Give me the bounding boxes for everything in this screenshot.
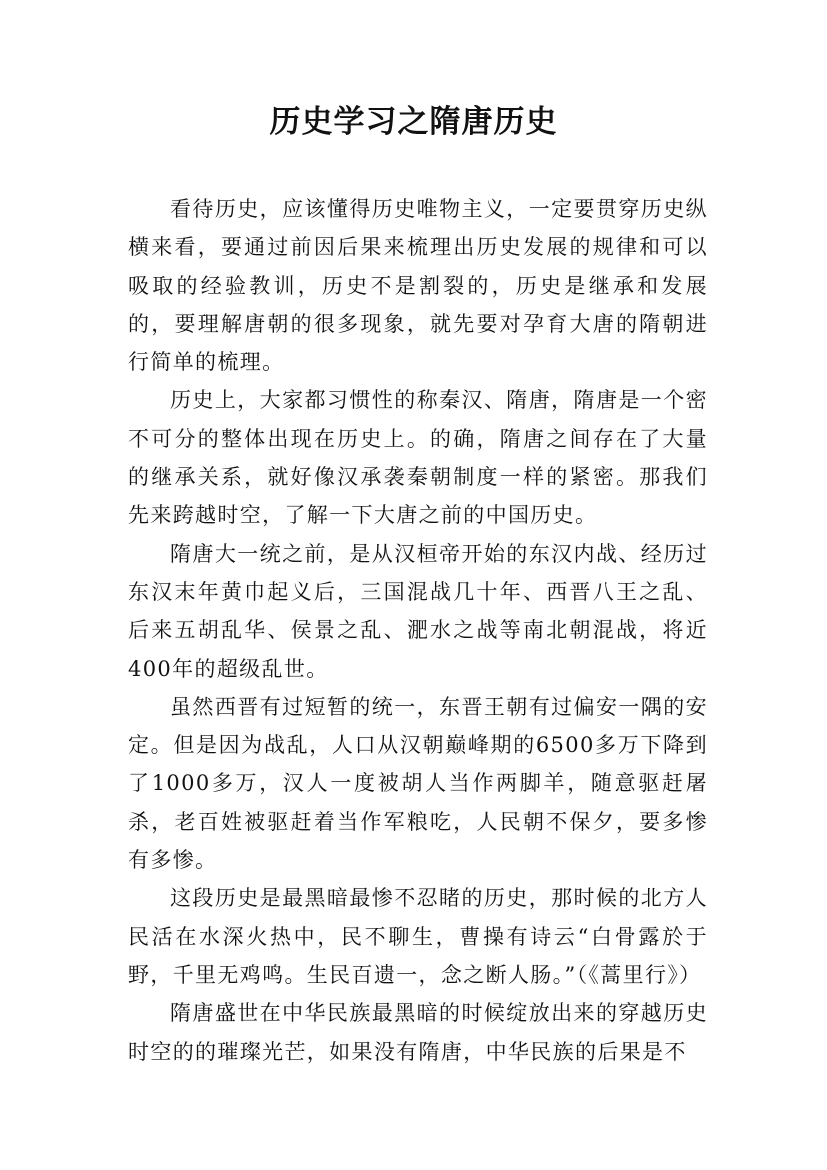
- paragraph-3: 隋唐大一统之前，是从汉桓帝开始的东汉内战、经历过东汉末年黄巾起义后，三国混战几十年、西晋八王之乱、后来五胡乱华、侯景之乱、淝水之战等南北朝混战，将近400年的超级乱世。: [128, 541, 708, 681]
- paragraph-2: 历史上，大家都习惯性的称秦汉、隋唐，隋唐是一个密不可分的整体出现在历史上。的确，隋唐之间存在了大量的继承关系，就好像汉承袭秦朝制度一样的紧密。那我们先来跨越时空，了解一下大唐之前的中国历史。: [128, 388, 708, 528]
- document-body: [128, 190, 708, 1071]
- paragraph-5: 这段历史是最黑暗最惨不忍睹的历史，那时候的北方人民活在水深火热中，民不聊生，曹操有诗云“白骨露於于野，千里无鸡鸣。生民百遗一，念之断人肠。”（《蒿里行》）: [128, 886, 708, 987]
- paragraph-1: 看待历史，应该懂得历史唯物主义，一定要贯穿历史纵横来看，要通过前因后果来梳理出历史发展的规律和可以吸取的经验教训，历史不是割裂的，历史是继承和发展的，要理解唐朝的很多现象，就先要对孕育大唐的隋朝进行简单的梳理。: [128, 197, 708, 375]
- paragraph-6: 隋唐盛世在中华民族最黑暗的时候绽放出来的穿越历史时空的的璀璨光芒，如果没有隋唐，中华民族的后果是不: [128, 1001, 708, 1064]
- document-title: 历史学习之隋唐历史: [269, 104, 558, 140]
- paragraph-4: 虽然西晋有过短暂的统一，东晋王朝有过偏安一隅的安定。但是因为战乱，人口从汉朝巅峰期的6500多万下降到了1000多万，汉人一度被胡人当作两脚羊，随意驱赶屠杀，老百姓被驱赶着当作军粮吃，人民朝不保夕，要多惨有多惨。: [128, 694, 708, 873]
